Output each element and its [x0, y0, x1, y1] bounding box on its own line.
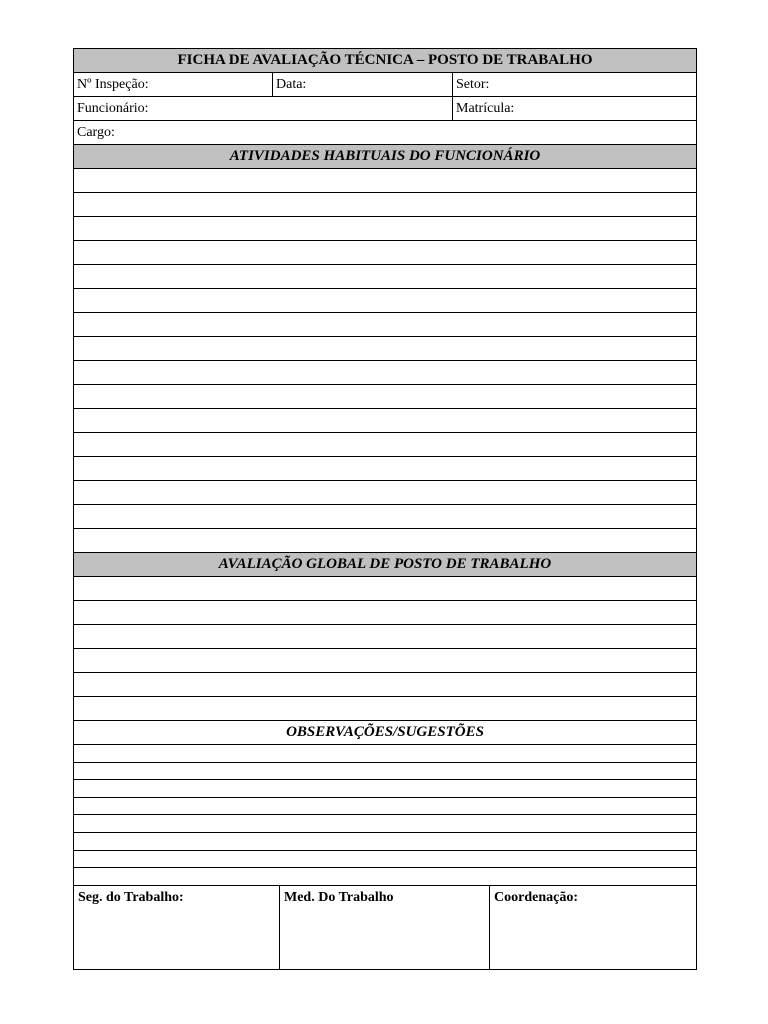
medical-signature-field[interactable]: [279, 886, 489, 969]
activity-line[interactable]: [74, 265, 696, 289]
activity-line[interactable]: [74, 457, 696, 481]
activity-line[interactable]: [74, 505, 696, 529]
coordination-signature-label: Coordenação:: [494, 889, 578, 905]
activities-section-title: ATIVIDADES HABITUAIS DO FUNCIONÁRIO: [229, 148, 541, 164]
inspection-number-label: Nº Inspeção:: [77, 76, 149, 92]
observations-section-header: [74, 721, 696, 745]
header-row-1: [74, 73, 696, 97]
activities-section-header: [74, 145, 696, 169]
evaluation-line[interactable]: [74, 577, 696, 601]
medical-signature-label: Med. Do Trabalho: [284, 889, 394, 905]
position-field[interactable]: [74, 121, 696, 144]
evaluation-line[interactable]: [74, 673, 696, 697]
evaluation-line[interactable]: [74, 601, 696, 625]
form-title: FICHA DE AVALIAÇÃO TÉCNICA – POSTO DE TRABALHO: [177, 52, 593, 68]
activity-line[interactable]: [74, 193, 696, 217]
global-evaluation-section-header: [74, 553, 696, 577]
evaluation-line[interactable]: [74, 697, 696, 721]
form-title-row: [74, 49, 696, 73]
activity-line[interactable]: [74, 433, 696, 457]
activity-line[interactable]: [74, 385, 696, 409]
position-label: Cargo:: [77, 124, 115, 140]
observation-line[interactable]: [74, 780, 696, 798]
activity-line[interactable]: [74, 337, 696, 361]
employee-field[interactable]: [74, 97, 452, 120]
sector-label: Setor:: [456, 76, 490, 92]
inspection-number-field[interactable]: [74, 73, 272, 96]
activity-line[interactable]: [74, 289, 696, 313]
activity-line[interactable]: [74, 481, 696, 505]
activity-line[interactable]: [74, 241, 696, 265]
registration-field[interactable]: [452, 97, 696, 120]
registration-label: Matrícula:: [456, 100, 515, 116]
global-evaluation-section-title: AVALIAÇÃO GLOBAL DE POSTO DE TRABALHO: [218, 556, 552, 572]
observation-line[interactable]: [74, 745, 696, 763]
observation-line[interactable]: [74, 851, 696, 869]
technical-evaluation-form: [73, 48, 697, 970]
observation-line[interactable]: [74, 833, 696, 851]
evaluation-line[interactable]: [74, 649, 696, 673]
observation-line[interactable]: [74, 868, 696, 886]
header-row-2: [74, 97, 696, 121]
sector-field[interactable]: [452, 73, 696, 96]
observation-line[interactable]: [74, 798, 696, 816]
activity-line[interactable]: [74, 361, 696, 385]
evaluation-line[interactable]: [74, 625, 696, 649]
activity-line[interactable]: [74, 529, 696, 553]
safety-signature-label: Seg. do Trabalho:: [78, 889, 184, 905]
coordination-signature-field[interactable]: [489, 886, 696, 969]
date-field[interactable]: [272, 73, 452, 96]
observations-section-title: OBSERVAÇÕES/SUGESTÕES: [286, 724, 484, 740]
activity-line[interactable]: [74, 409, 696, 433]
date-label: Data:: [276, 76, 307, 92]
activity-line[interactable]: [74, 217, 696, 241]
signature-row: [74, 886, 696, 969]
observation-line[interactable]: [74, 815, 696, 833]
employee-label: Funcionário:: [77, 100, 149, 116]
safety-signature-field[interactable]: [74, 886, 279, 969]
header-row-3: [74, 121, 696, 145]
observation-line[interactable]: [74, 763, 696, 781]
activity-line[interactable]: [74, 169, 696, 193]
activity-line[interactable]: [74, 313, 696, 337]
